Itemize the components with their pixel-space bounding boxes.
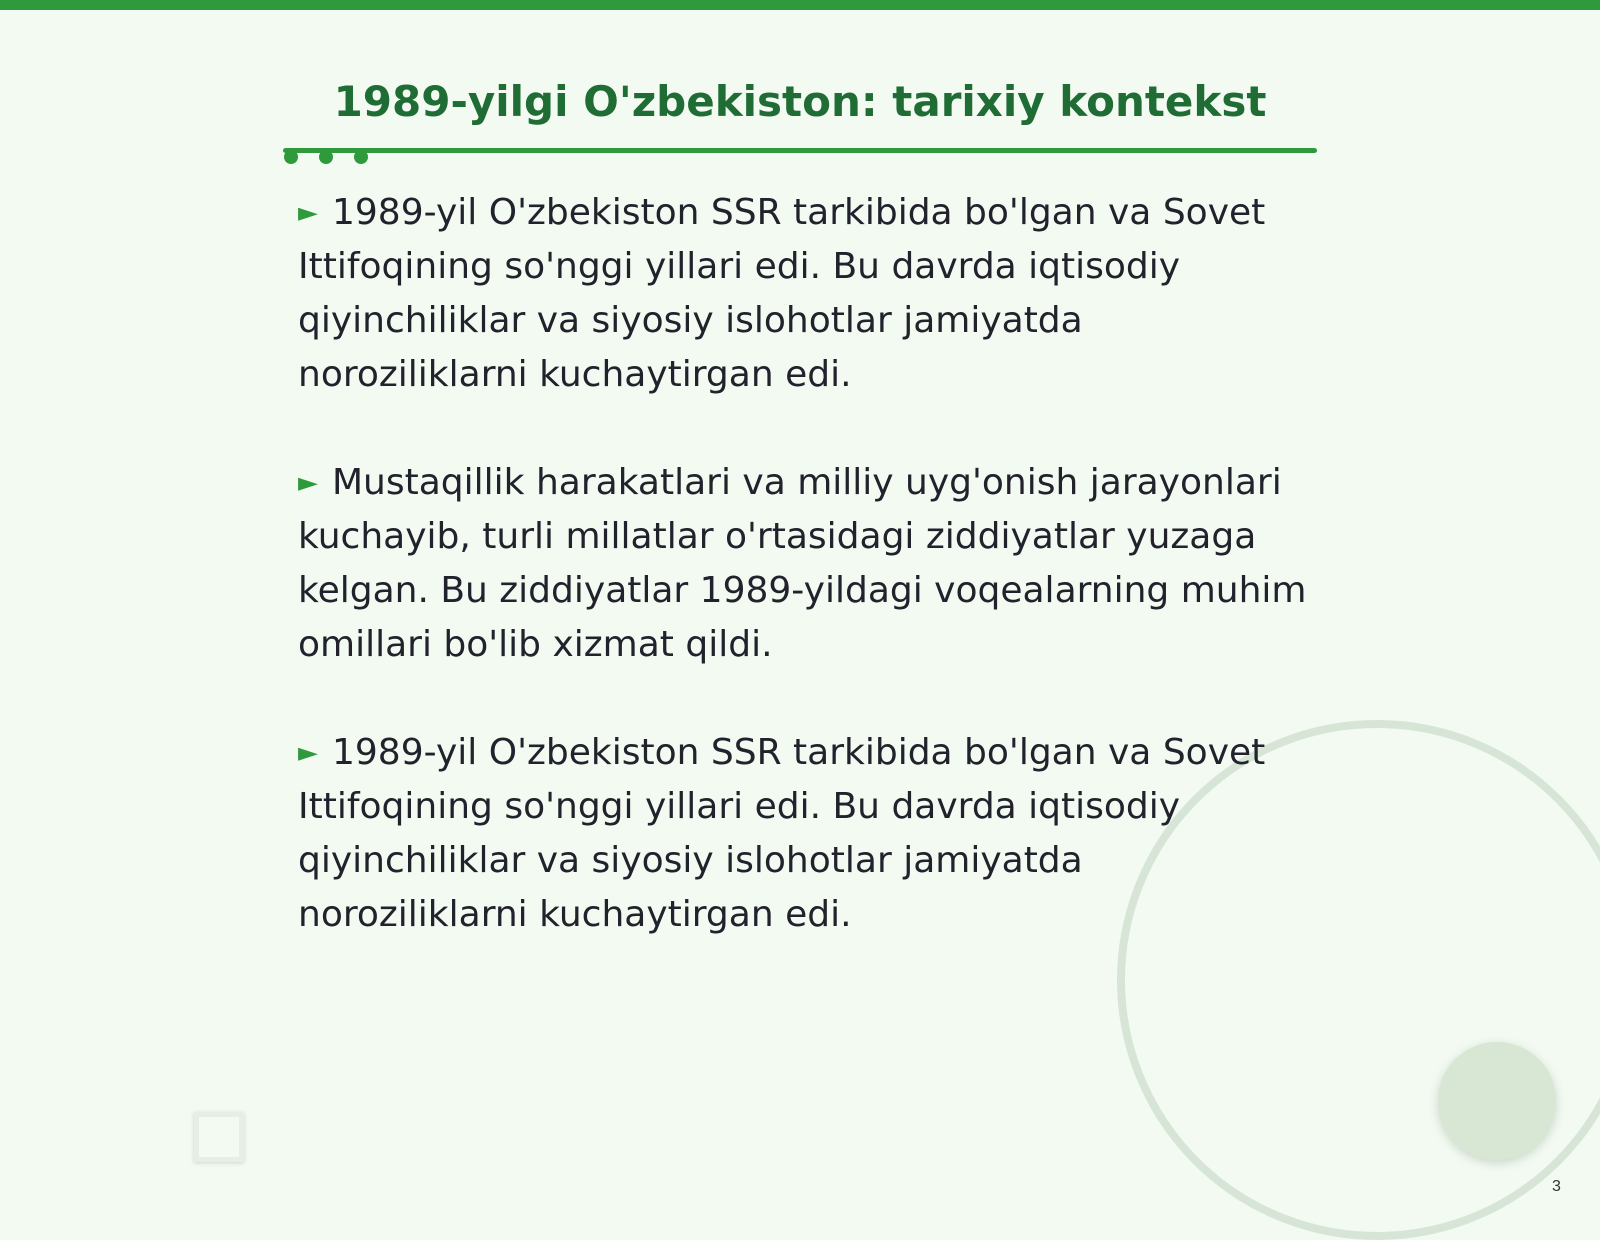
triangle-bullet-icon: ► [298, 198, 318, 228]
title-dot [284, 150, 298, 164]
page-number: 3 [1552, 1178, 1561, 1195]
bullet-paragraph [298, 186, 1318, 402]
decorative-circle [1438, 1042, 1556, 1160]
bullet-text: 1989-yil O'zbekiston SSR tarkibida bo'lgan va Sovet Ittifoqining so'nggi yillari edi. Bu davrda iqtisodiy qiyinchiliklar va siyosiy islohotlar jamiyatda noroziliklarni kuchaytirgan edi. [298, 732, 1266, 935]
top-accent-bar [0, 0, 1600, 10]
bullet-list [298, 186, 1318, 996]
bullet-text: Mustaqillik harakatlari va milliy uyg'onish jarayonlari kuchayib, turli millatlar o'rtasidagi ziddiyatlar yuzaga kelgan. Bu ziddiyatlar 1989-yildagi voqealarning muhim omillari bo'lib xizmat qildi. [298, 462, 1307, 665]
title-dot [354, 150, 368, 164]
bullet-paragraph [298, 726, 1318, 942]
slide-title: 1989-yilgi O'zbekiston: tarixiy kontekst [333, 77, 1267, 126]
bullet-paragraph [298, 456, 1318, 672]
title-dot [319, 150, 333, 164]
triangle-bullet-icon: ► [298, 738, 318, 768]
triangle-bullet-icon: ► [298, 468, 318, 498]
title-underline [283, 148, 1317, 153]
bullet-text: 1989-yil O'zbekiston SSR tarkibida bo'lgan va Sovet Ittifoqining so'nggi yillari edi. Bu davrda iqtisodiy qiyinchiliklar va siyosiy islohotlar jamiyatda noroziliklarni kuchaytirgan edi. [298, 192, 1266, 395]
decorative-square [194, 1112, 244, 1162]
